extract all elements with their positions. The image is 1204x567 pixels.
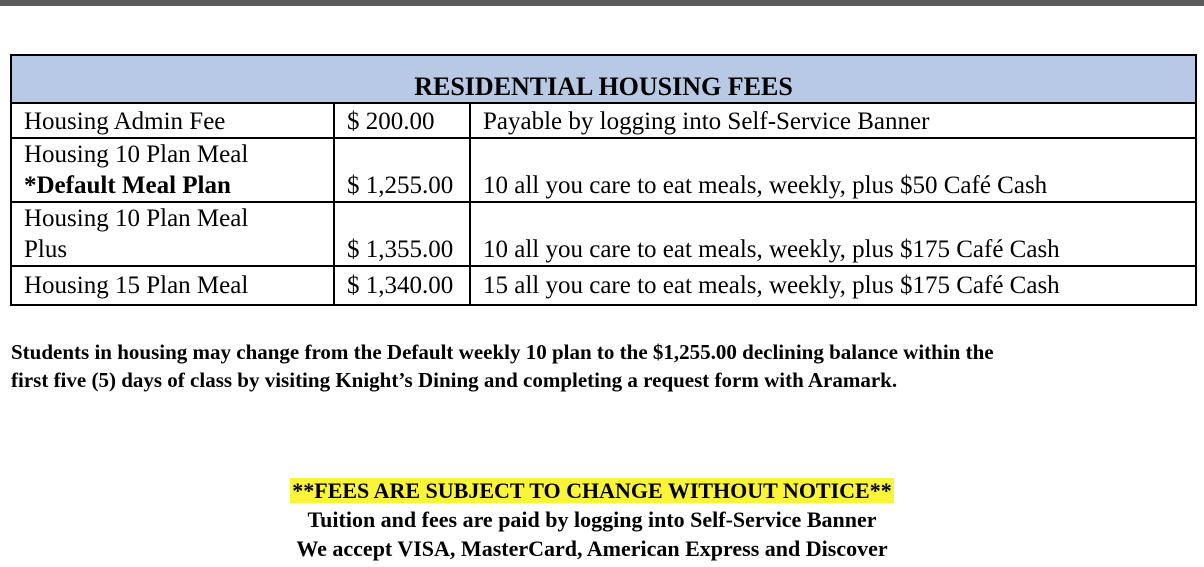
fee-description: 10 all you care to eat meals, weekly, plus $50 Café Cash: [470, 138, 1196, 202]
fee-price: $ 1,340.00: [334, 266, 470, 305]
payment-instructions: Tuition and fees are paid by logging into Self-Service Banner: [307, 507, 877, 532]
fee-name: [11, 202, 334, 266]
housing-fees-table: [10, 54, 1197, 306]
fee-price: $ 200.00: [334, 103, 470, 138]
fees-change-warning-line: [0, 476, 1184, 505]
window-top-bar: [0, 0, 1204, 6]
table-row: [11, 202, 1196, 266]
fee-price: $ 1,355.00: [334, 202, 470, 266]
fee-name-line1: Housing Admin Fee: [24, 108, 226, 135]
fee-name-line2: *Default Meal Plan: [24, 172, 231, 199]
fees-change-warning: **FEES ARE SUBJECT TO CHANGE WITHOUT NOTICE**: [292, 478, 892, 503]
table-row: [11, 103, 1196, 138]
fee-description: 15 all you care to eat meals, weekly, plus $175 Café Cash: [470, 266, 1196, 305]
footer-notes: [0, 476, 1184, 563]
notice-line-2: first five (5) days of class by visiting Knight’s Dining and completing a request form with Aramark.: [11, 368, 898, 392]
fee-description: Payable by logging into Self-Service Banner: [470, 103, 1196, 138]
fee-name: [11, 138, 334, 202]
notice-line-1: Students in housing may change from the Default weekly 10 plan to the $1,255.00 declining balance within the: [11, 340, 994, 364]
table-row: [11, 138, 1196, 202]
fee-name: [11, 103, 334, 138]
fee-description: 10 all you care to eat meals, weekly, plus $175 Café Cash: [470, 202, 1196, 266]
accepted-cards: We accept VISA, MasterCard, American Express and Discover: [296, 536, 888, 561]
meal-plan-change-notice: [11, 338, 1196, 394]
fee-name-line1: Housing 10 Plan Meal: [24, 205, 249, 232]
table-title: RESIDENTIAL HOUSING FEES: [11, 55, 1196, 103]
fee-name-line2: Plus: [24, 236, 68, 263]
fee-price: $ 1,255.00: [334, 138, 470, 202]
fee-name-line1: Housing 10 Plan Meal: [24, 141, 249, 168]
fee-name: [11, 266, 334, 305]
table-header-row: [11, 55, 1196, 103]
fee-name-line1: Housing 15 Plan Meal: [24, 272, 249, 299]
table-row: [11, 266, 1196, 305]
